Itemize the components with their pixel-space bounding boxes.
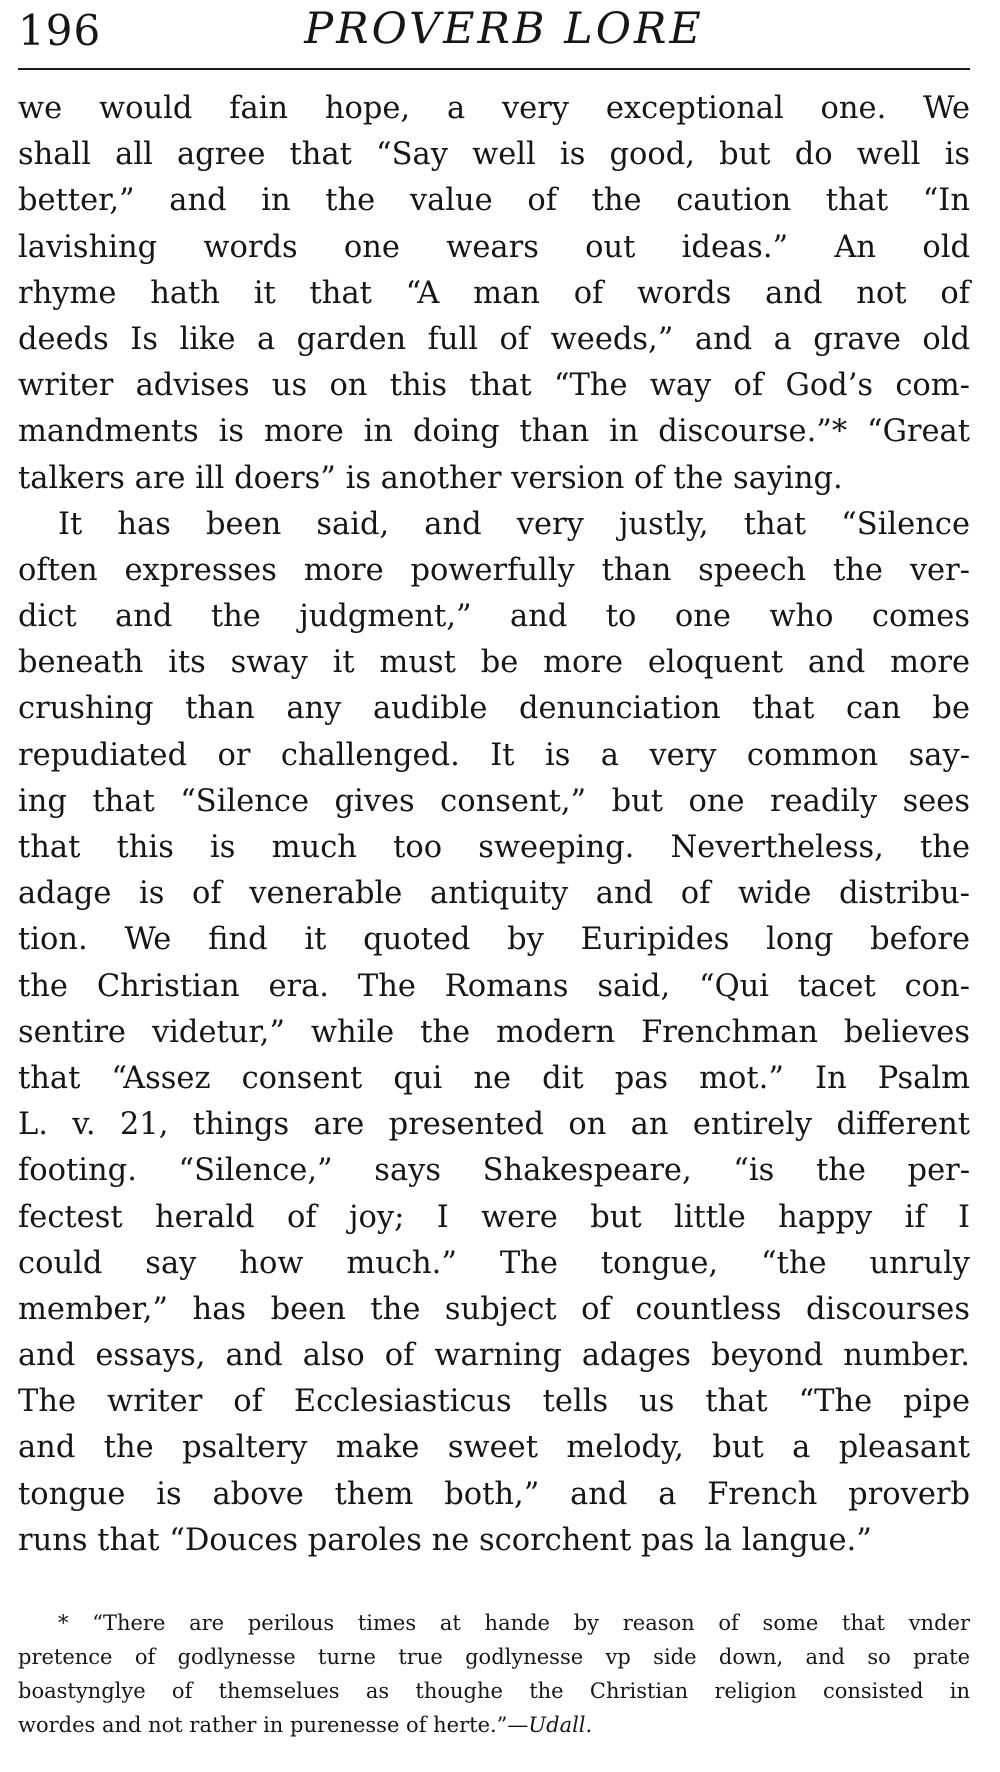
footnote-line: boastynglye of themselues as thoughe the Christian religion consisted in [18, 1679, 970, 1703]
text-line: The writer of Ecclesiasticus tells us that “The pipe [18, 1384, 970, 1420]
header-rule [18, 68, 970, 70]
text-line: the Christian era. The Romans said, “Qui tacet con- [18, 968, 970, 1004]
text-line: dict and the judgment,” and to one who comes [18, 599, 970, 635]
running-title: PROVERB LORE [304, 4, 704, 54]
text-line: repudiated or challenged. It is a very common say- [18, 737, 970, 773]
text-line: fectest herald of joy; I were but little happy if I [18, 1199, 970, 1235]
text-line: tion. We find it quoted by Euripides long before [18, 922, 970, 958]
text-line: deeds Is like a garden full of weeds,” and a grave old [18, 321, 970, 357]
text-line: better,” and in the value of the caution that “In [18, 183, 970, 219]
text-line: we would fain hope, a very exceptional one. We [18, 91, 970, 126]
text-line: ing that “Silence gives consent,” but one readily sees [18, 783, 970, 819]
body-text [18, 86, 970, 1564]
footnote-line-text: wordes and not rather in purenesse of herte.”— [18, 1713, 529, 1737]
text-line: shall all agree that “Say well is good, but do well is [18, 137, 970, 173]
text-line: adage is of venerable antiquity and of wide distribu- [18, 876, 970, 912]
footnote-line: * “There are perilous times at hande by reason of some that vnder [58, 1611, 970, 1635]
text-line: footing. “Silence,” says Shakespeare, “is the per- [18, 1153, 970, 1189]
footnote [18, 1606, 970, 1742]
text-line: that “Assez consent qui ne dit pas mot.” In Psalm [18, 1060, 970, 1096]
text-line: rhyme hath it that “A man of words and not of [18, 275, 970, 311]
text-line: and essays, and also of warning adages beyond number. [18, 1338, 970, 1374]
text-line: runs that “Douces paroles ne scorchent pas la langue.” [18, 1522, 872, 1558]
footnote-line: pretence of godlynesse turne true godlynesse vp side down, and so prate [18, 1645, 970, 1669]
footnote-last-line [18, 1708, 970, 1742]
text-line: crushing than any audible denunciation that can be [18, 691, 970, 727]
text-line: tongue is above them both,” and a French proverb [18, 1476, 970, 1512]
text-line: sentire videtur,” while the modern Frenchman believes [18, 1014, 970, 1050]
text-line: and the psaltery make sweet melody, but a pleasant [18, 1430, 970, 1466]
page-number: 196 [18, 6, 102, 55]
text-line: writer advises us on this that “The way of God’s com- [18, 368, 970, 404]
text-line: member,” has been the subject of countless discourses [18, 1291, 970, 1327]
text-line: L. v. 21, things are presented on an entirely different [18, 1107, 970, 1143]
text-line: that this is much too sweeping. Nevertheless, the [18, 830, 970, 865]
paragraph-start-line: It has been said, and very justly, that “Silence [58, 506, 970, 542]
text-line: often expresses more powerfully than speech the ver- [18, 552, 970, 588]
footnote-attribution: Udall. [528, 1713, 593, 1737]
text-line: could say how much.” The tongue, “the unruly [18, 1245, 970, 1281]
running-head [18, 0, 970, 62]
text-line: beneath its sway it must be more eloquent and more [18, 645, 970, 681]
text-line: lavishing words one wears out ideas.” An old [18, 229, 970, 265]
book-page [18, 0, 970, 1737]
text-line: talkers are ill doers” is another version of the saying. [18, 460, 843, 496]
text-line: mandments is more in doing than in discourse.”* “Great [18, 414, 970, 450]
